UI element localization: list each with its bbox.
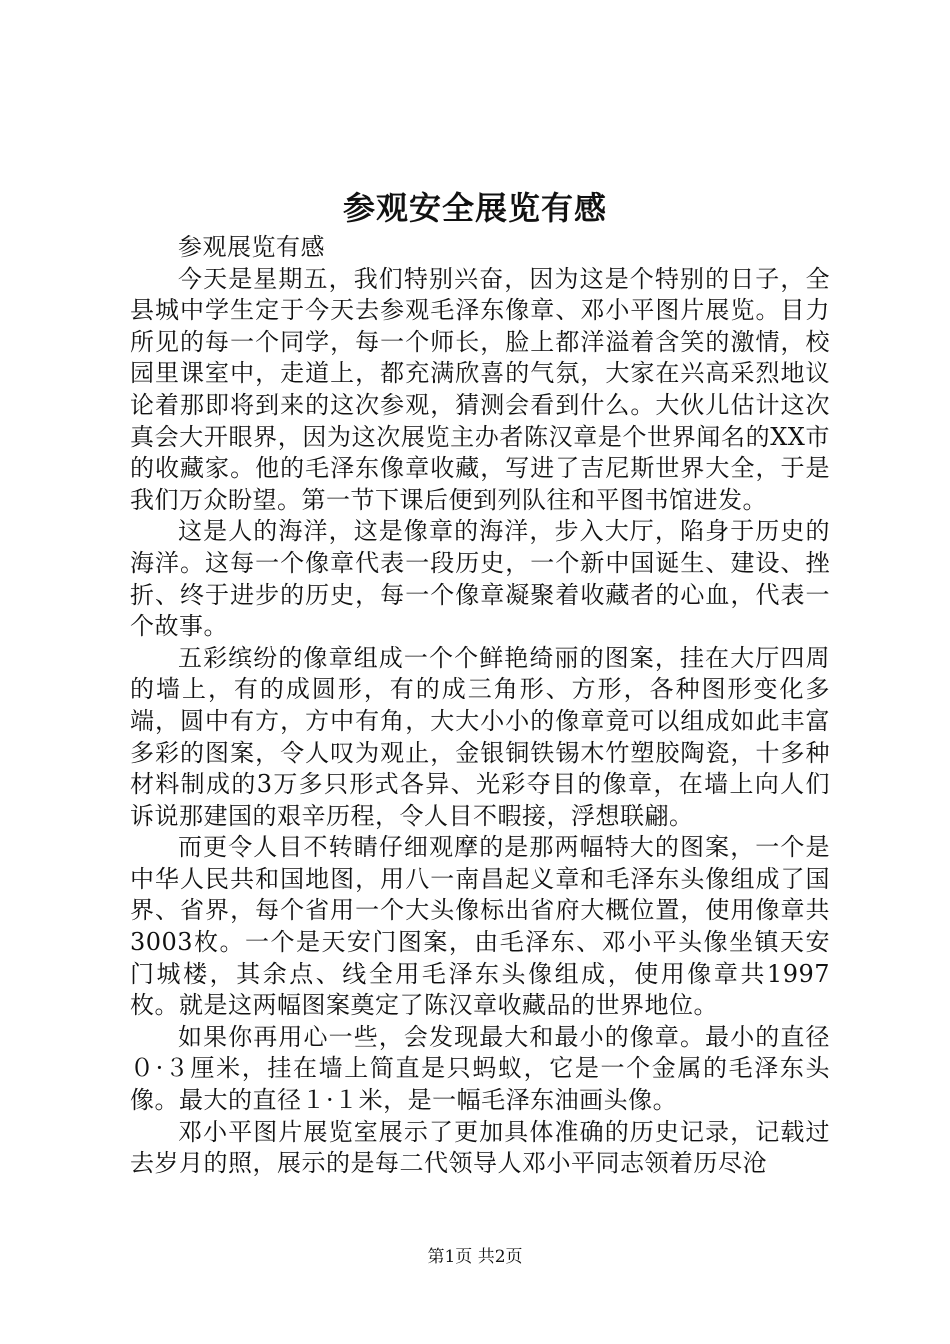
paragraph-1: 今天是星期五，我们特别兴奋，因为这是个特别的日子，全县城中学生定于今天去参观毛泽东像章、邓小平图片展览。目力所见的每一个同学，每一个师长，脸上都洋溢着含笑的激情，校园里课室中，走道上，都充满欣喜的气氛，大家在兴高采烈地议论着那即将到来的这次参观，猜测会看到什么。大伙儿估计这次真会大开眼界，因为这次展览主办者陈汉章是个世界闻名的XX市的收藏家。他的毛泽东像章收藏，写进了吉尼斯世界大全，于是我们万众盼望。第一节下课后便到列队往和平图书馆进发。 (130, 264, 830, 514)
paragraph-6: 邓小平图片展览室展示了更加具体准确的历史记录，记载过去岁月的照，展示的是每二代领导人邓小平同志领着历尽沧 (130, 1117, 830, 1178)
document-body (130, 232, 830, 1180)
paragraph-2: 这是人的海洋，这是像章的海洋，步入大厅，陷身于历史的海洋。这每一个像章代表一段历史，一个新中国诞生、建设、挫折、终于进步的历史，每一个像章凝聚着收藏者的心血，代表一个故事。 (130, 517, 830, 641)
document-title: 参观安全展览有感 (342, 189, 607, 227)
paragraph-subtitle: 参观展览有感 (178, 233, 325, 261)
page-footer: 第1页 共2页 (427, 1247, 523, 1267)
paragraph-3: 五彩缤纷的像章组成一个个鲜艳绮丽的图案，挂在大厅四周的墙上，有的成圆形，有的成三角形、方形，各种图形变化多端，圆中有方，方中有角，大大小小的像章竟可以组成如此丰富多彩的图案，令人叹为观止，金银铜铁锡木竹塑胶陶瓷，十多种材料制成的3万多只形式各异、光彩夺目的像章，在墙上向人们诉说那建国的艰辛历程，令人目不暇接，浮想联翩。 (130, 643, 830, 830)
paragraph-4: 而更令人目不转睛仔细观摩的是那两幅特大的图案，一个是中华人民共和国地图，用八一南昌起义章和毛泽东头像组成了国界、省界，每个省用一个大头像标出省府大概位置，使用像章共3003枚。一个是天安门图案，由毛泽东、邓小平头像坐镇天安门城楼，其余点、线全用毛泽东头像组成，使用像章共1997枚。就是这两幅图案奠定了陈汉章收藏品的世界地位。 (130, 833, 830, 1020)
paragraph-5: 如果你再用心一些，会发现最大和最小的像章。最小的直径０·３厘米，挂在墙上简直是只蚂蚁，它是一个金属的毛泽东头像。最大的直径１·１米，是一幅毛泽东油画头像。 (130, 1022, 830, 1115)
